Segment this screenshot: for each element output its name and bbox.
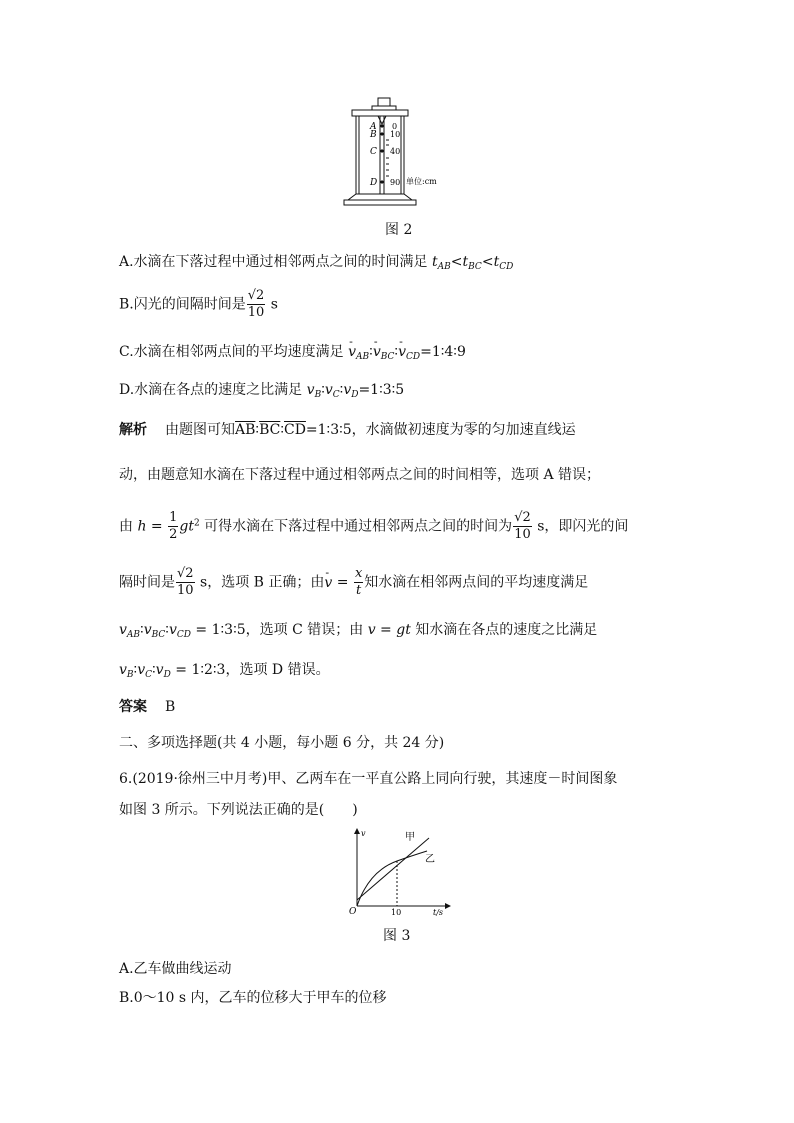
fig2-unit: 单位:cm <box>406 177 437 186</box>
fig3-series-yi: 乙 <box>425 854 435 865</box>
fig2-label-a: A <box>370 122 377 132</box>
q5-option-c[interactable]: C.水滴在相邻两点间的平均速度满足 - $v_{AB}∶-$ $v_{BC}∶-$ $v_{CD}=1∶4∶9$ <box>119 342 466 367</box>
figure-3-vt-graph <box>345 826 455 918</box>
q6-stem-line-1: 6.(2019·徐州三中月考)甲、乙两车在一平直公路上同向行驶，其速度－时间图象 <box>119 771 618 787</box>
q5-option-d[interactable]: D.水滴在各点的速度之比满足 $v_B∶v_C∶v_D=1∶3∶5$ <box>119 382 405 400</box>
q6-option-a[interactable]: A.乙车做曲线运动 <box>119 961 232 977</box>
fig3-series-jia: 甲 <box>405 832 415 843</box>
analysis-line-5: $v_{AB}∶v_{BC}∶v_{CD}$ = 1∶3∶5，选项 C 错误；由 v = gt 知水滴在各点的速度之比满足 <box>119 622 598 640</box>
analysis-line-2: 动，由题意知水滴在下落过程中通过相邻两点之间的时间相等，选项 A 错误； <box>119 467 601 483</box>
fraction-sqrt2-over-10: $\frac{√2}{10}$ <box>247 288 265 320</box>
q5-option-b[interactable]: B.闪光的间隔时间是 $\frac{√2}{10}$ s <box>119 288 278 320</box>
answer-line <box>119 697 175 717</box>
figure-2-caption: 图 2 <box>385 222 413 238</box>
fig2-tick-90: 90 <box>390 178 401 187</box>
q5-option-a[interactable]: A.水滴在下落过程中通过相邻两点之间的时间满足 $t_{AB}<t_{BC}<t_{CD}$ <box>119 254 514 272</box>
figure-2-cylinder <box>340 94 460 210</box>
series-yi-curve <box>357 851 427 906</box>
q6-stem-line-2: 如图 3 所示。下列说法正确的是( ) <box>119 802 358 818</box>
answer-value: B <box>165 699 176 715</box>
fig2-tick-40: 40 <box>390 147 401 156</box>
analysis-line-1: 解析 由题图可知$\overline{AB}∶\overline{BC}∶\overline{CD}=1∶3∶5$，水滴做初速度为零的匀加速直线运 <box>119 422 576 438</box>
fig2-tick-10: 10 <box>390 130 401 139</box>
q6-option-b[interactable]: B.0～10 s 内，乙车的位移大于甲车的位移 <box>119 990 387 1006</box>
fig3-origin: O <box>349 907 357 917</box>
fig3-tick-10: 10 <box>391 908 402 917</box>
figure-3-caption: 图 3 <box>383 928 411 944</box>
analysis-line-6: $v_B∶v_C∶v_D$ = 1∶2∶3，选项 D 错误。 <box>119 662 330 680</box>
analysis-line-4: 隔时间是 $\frac{√2}{10}$ s，选项 B 正确；由- v = $\frac{x}{t}$ 知水滴在相邻两点间的平均速度满足 <box>119 566 588 599</box>
answer-label: 答案 <box>119 699 147 715</box>
fig2-label-b: B <box>370 130 377 140</box>
analysis-label: 解析 <box>119 422 147 438</box>
fig2-label-d: D <box>370 178 378 188</box>
fig3-xlabel: t/s <box>433 908 444 917</box>
section-2-heading: 二、多项选择题(共 4 小题，每小题 6 分，共 24 分) <box>119 735 445 751</box>
analysis-line-3: 由 h = $\frac{1}{2}$ $gt^2$ 可得水滴在下落过程中通过相邻两点之间的时间为 $\frac{√2}{10}$ s，即闪光的间 <box>119 510 629 542</box>
fig2-label-c: C <box>370 147 377 157</box>
fig2-tick-0: 0 <box>392 122 398 131</box>
series-jia-line <box>357 838 429 900</box>
fig3-ylabel: v <box>361 829 366 838</box>
